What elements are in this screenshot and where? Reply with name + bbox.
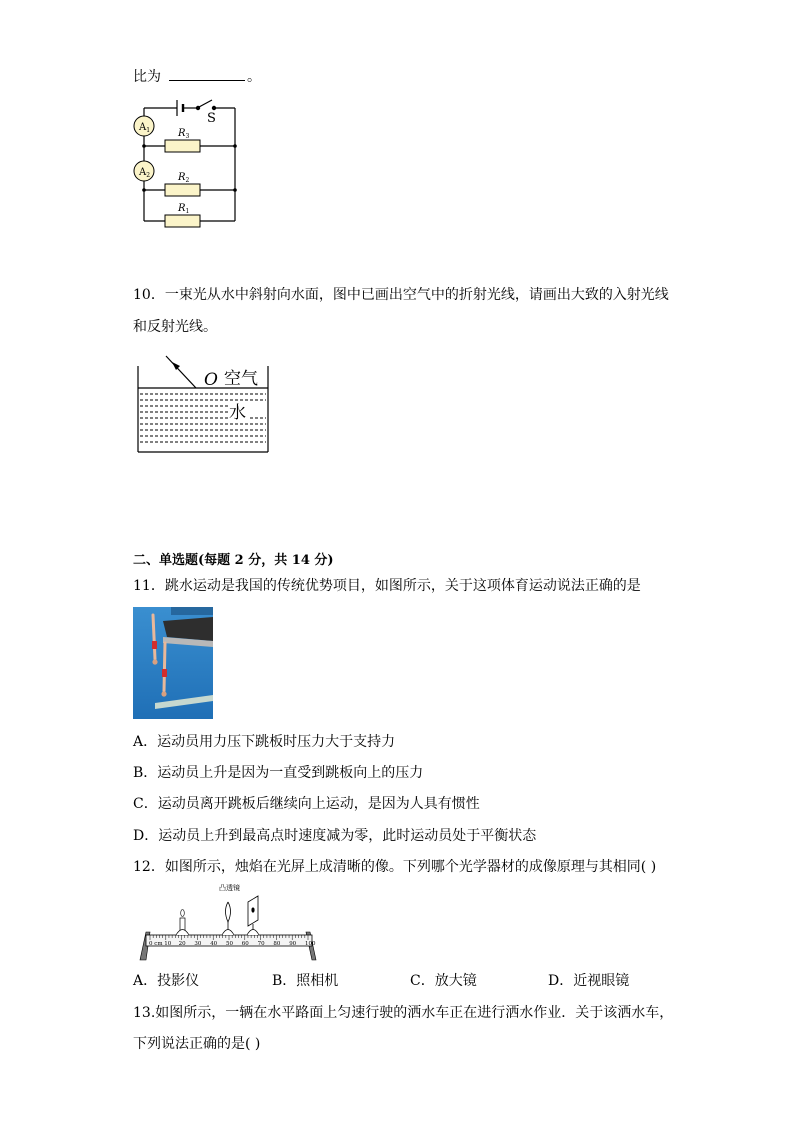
scale-label: 50 bbox=[226, 941, 233, 947]
q11-option-c[interactable]: C．运动员离开跳板后继续向上运动，是因为人具有惯性 bbox=[133, 796, 480, 812]
q10-line1: 10．一束光从水中斜射向水面，图中已画出空气中的折射光线，请画出大致的入射光线 bbox=[133, 287, 669, 303]
refraction-diagram bbox=[136, 352, 272, 454]
q12-stem: 12．如图所示，烛焰在光屏上成清晰的像。下列哪个光学器材的成像原理与其相同( ) bbox=[133, 859, 657, 875]
scale-label: 0 cm 10 bbox=[149, 941, 172, 947]
q9-tail-end: 。 bbox=[247, 69, 261, 85]
point-o: O bbox=[204, 370, 218, 390]
q10-line2: 和反射光线。 bbox=[133, 319, 217, 335]
circuit-diagram bbox=[132, 94, 244, 234]
q13-line2: 下列说法正确的是( ) bbox=[133, 1036, 261, 1052]
refracted-ray bbox=[166, 356, 196, 388]
scale-label: 20 bbox=[178, 941, 186, 947]
q12-option-b[interactable]: B．照相机 bbox=[272, 973, 339, 989]
q9-tail-text: 比为 bbox=[133, 69, 161, 85]
scale-label: 100 bbox=[305, 941, 316, 947]
resistor-r3 bbox=[165, 140, 200, 152]
air-label: 空气 bbox=[224, 369, 258, 389]
q13-line1: 13.如图所示，一辆在水平路面上匀速行驶的洒水车正在进行洒水作业．关于该洒水车， bbox=[133, 1005, 674, 1021]
q9-answer-line bbox=[133, 66, 261, 87]
lens-label: 凸透镜 bbox=[219, 884, 240, 892]
q11-option-b[interactable]: B．运动员上升是因为一直受到跳板向上的压力 bbox=[133, 765, 424, 781]
scale-label: 80 bbox=[273, 941, 281, 947]
answer-blank[interactable] bbox=[169, 66, 245, 81]
scale-label: 90 bbox=[289, 941, 297, 947]
convex-lens bbox=[226, 902, 231, 922]
q12-option-d[interactable]: D．近视眼镜 bbox=[548, 973, 630, 989]
flame-icon bbox=[181, 910, 185, 917]
meter1-label: $A_1$ bbox=[139, 122, 151, 134]
scale-label: 40 bbox=[210, 941, 218, 947]
resistor-r1 bbox=[165, 215, 200, 227]
resistor-r2 bbox=[165, 184, 200, 196]
scale-label: 30 bbox=[194, 941, 202, 947]
r3-label: $R_3$ bbox=[178, 128, 190, 140]
optical-bench-diagram bbox=[136, 880, 320, 962]
scale-label: 70 bbox=[257, 941, 265, 947]
section-title: 二、单选题(每题 2 分，共 14 分) bbox=[133, 553, 334, 568]
r2-label: $R_2$ bbox=[178, 172, 190, 184]
switch-label: S bbox=[207, 111, 216, 126]
water-label: 水 bbox=[229, 403, 246, 423]
q12-option-a[interactable]: A．投影仪 bbox=[133, 973, 200, 989]
diving-photo bbox=[133, 607, 213, 719]
meter2-label: $A_2$ bbox=[139, 167, 151, 179]
scale-label: 60 bbox=[241, 941, 249, 947]
q11-option-a[interactable]: A．运动员用力压下跳板时压力大于支持力 bbox=[133, 734, 396, 750]
q11-option-d[interactable]: D．运动员上升到最高点时速度减为零，此时运动员处于平衡状态 bbox=[133, 828, 537, 844]
q12-option-c[interactable]: C．放大镜 bbox=[410, 973, 477, 989]
r1-label: $R_1$ bbox=[178, 203, 190, 215]
q11-stem: 11．跳水运动是我国的传统优势项目，如图所示，关于这项体育运动说法正确的是 bbox=[133, 578, 641, 594]
